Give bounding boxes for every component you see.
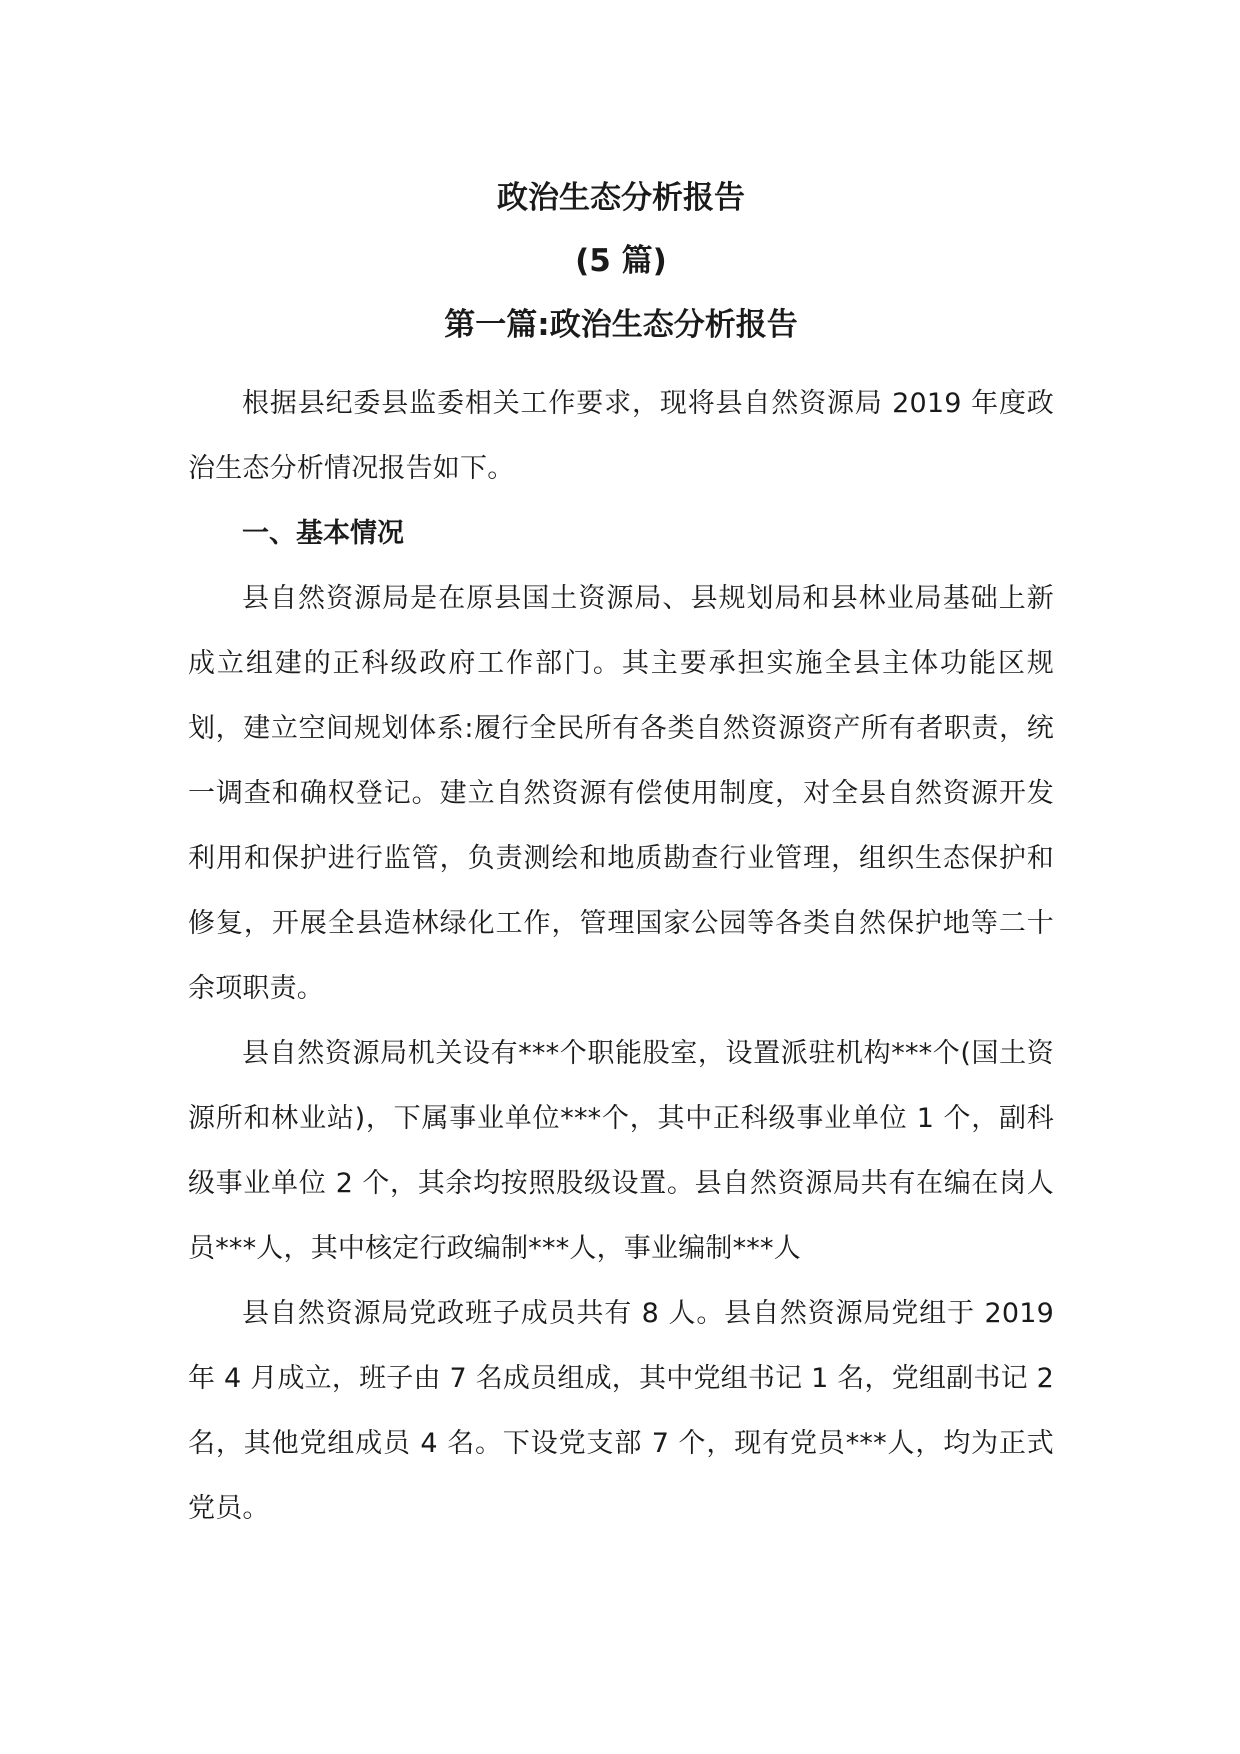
document-title: 政治生态分析报告: [497, 180, 745, 216]
body-paragraph: 县自然资源局党政班子成员共有 8 人。县自然资源局党组于 2019 年 4 月成立，班子由 7 名成员组成，其中党组书记 1 名，党组副书记 2 名，其他党组成员 4 名。下设党支部 7 个，现有党员***人，均为正式党员。: [188, 1298, 1054, 1524]
body-paragraph: 县自然资源局机关设有***个职能股室，设置派驻机构***个(国土资源所和林业站)，下属事业单位***个，其中正科级事业单位 1 个，副科级事业单位 2 个，其余均按照股级设置。县自然资源局共有在编在岗人员***人，其中核定行政编制***人，事业编制***人: [188, 1038, 1054, 1264]
intro-paragraph: 根据县纪委县监委相关工作要求，现将县自然资源局 2019 年度政治生态分析情况报告如下。: [188, 388, 1054, 484]
document-page: [188, 170, 1054, 1541]
document-count: (5 篇): [575, 243, 667, 279]
section-heading: 一、基本情况: [242, 518, 404, 549]
body-paragraph: 县自然资源局是在原县国土资源局、县规划局和县林业局基础上新成立组建的正科级政府工作部门。其主要承担实施全县主体功能区规划，建立空间规划体系:履行全民所有各类自然资源资产所有者职责，统一调查和确权登记。建立自然资源有偿使用制度，对全县自然资源开发利用和保护进行监管，负责测绘和地质勘查行业管理，组织生态保护和修复，开展全县造林绿化工作，管理国家公园等各类自然保护地等二十余项职责。: [188, 583, 1054, 1004]
part-title: 第一篇:政治生态分析报告: [444, 307, 798, 343]
